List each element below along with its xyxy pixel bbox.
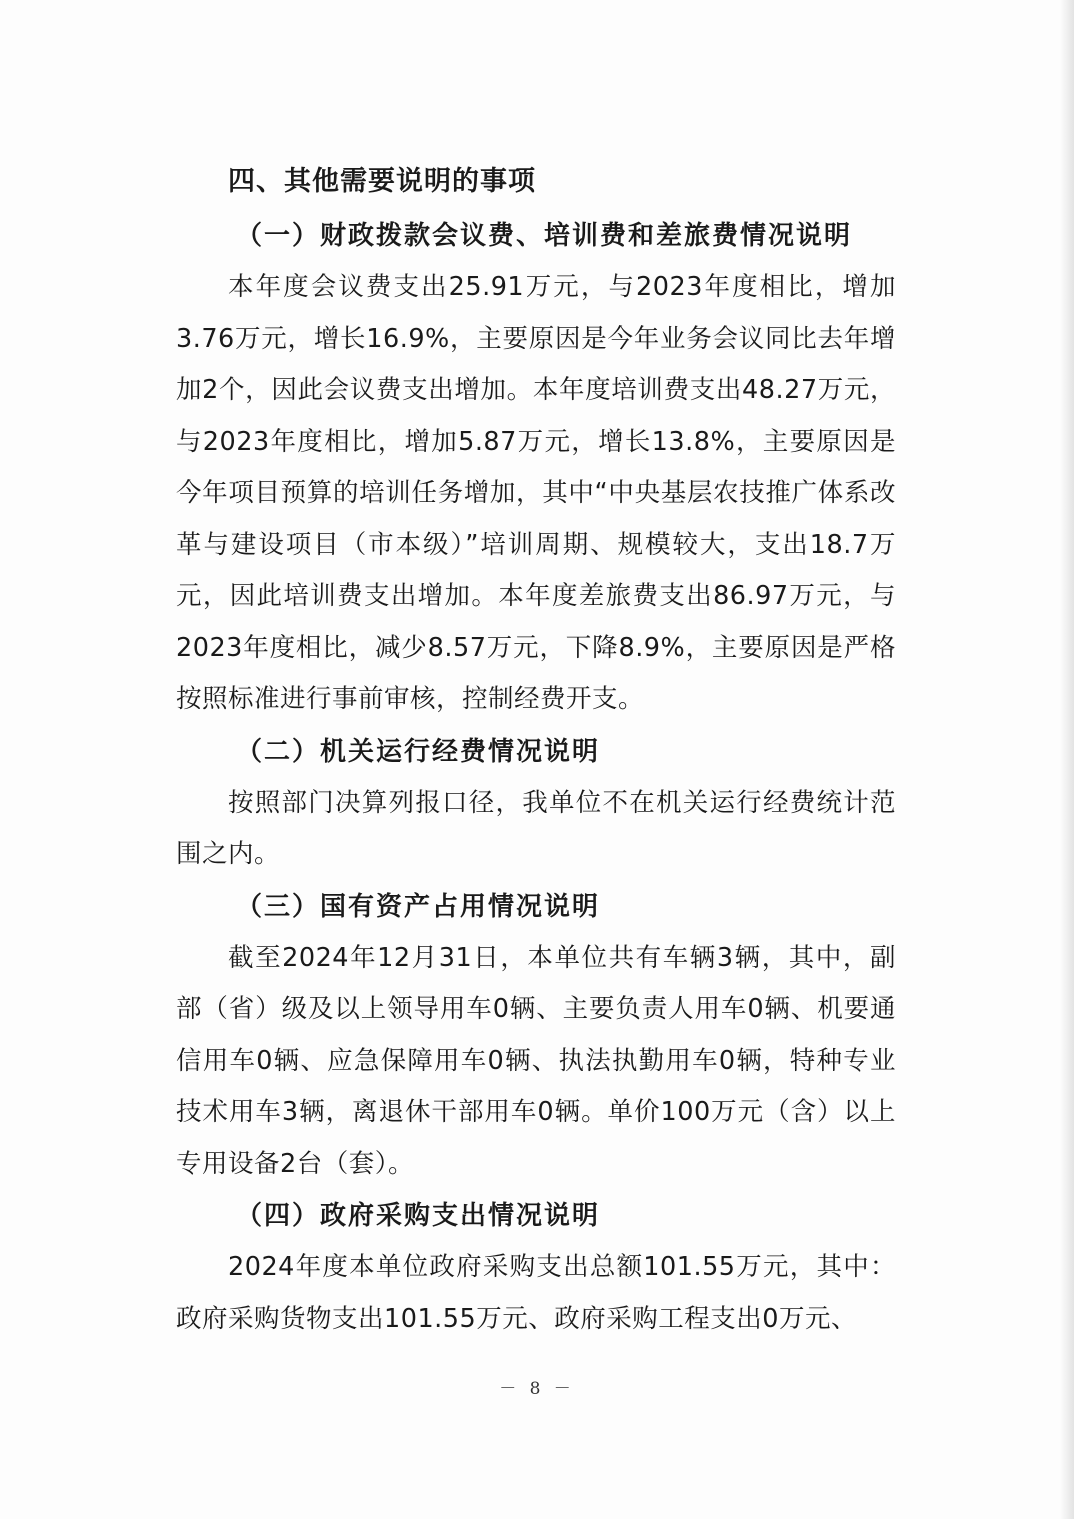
paragraph-state-assets: 截至2024年12月31日，本单位共有车辆3辆，其中，副部（省）级及以上领导用车0辆、主要负责人用车0辆、机要通信用车0辆、应急保障用车0辆、执法执勤用车0辆，特种专业技术用车3辆，离退休干部用车0辆。单价100万元（含）以上专用设备2台（套）。 (176, 942, 896, 1179)
page-edge-shadow (1060, 0, 1074, 1519)
paragraph-government-procurement: 2024年度本单位政府采购支出总额101.55万元，其中：政府采购货物支出101.55万元、政府采购工程支出0万元、 (176, 1252, 896, 1334)
subsection-title-3: （三）国有资产占用情况说明 (236, 891, 601, 922)
paragraph-operating-expenses: 按照部门决算列报口径，我单位不在机关运行经费统计范围之内。 (176, 787, 896, 869)
subsection-title-2: （二）机关运行经费情况说明 (236, 736, 601, 767)
page-number: － 8 － (499, 1379, 575, 1399)
subsection-title-1: （一）财政拨款会议费、培训费和差旅费情况说明 (236, 221, 853, 251)
paragraph-meeting-training-travel: 本年度会议费支出25.91万元，与2023年度相比，增加3.76万元，增长16.9%，主要原因是今年业务会议同比去年增加2个，因此会议费支出增加。本年度培训费支出48.27万元，与2023年度相比，增加5.87万元，增长13.8%，主要原因是今年项目预算的培训任务增加，其中“中央基层农技推广体系改革与建设项目（市本级）”培训周期、规模较大，支出18.7万元，因此培训费支出增加。本年度差旅费支出86.97万元，与2023年度相比，减少8.57万元，下降8.9%，主要原因是严格按照标准进行事前审核，控制经费开支。 (176, 272, 896, 714)
page-body (176, 160, 896, 1345)
section-heading: 四、其他需要说明的事项 (228, 166, 536, 197)
subsection-title-4: （四）政府采购支出情况说明 (236, 1201, 601, 1231)
